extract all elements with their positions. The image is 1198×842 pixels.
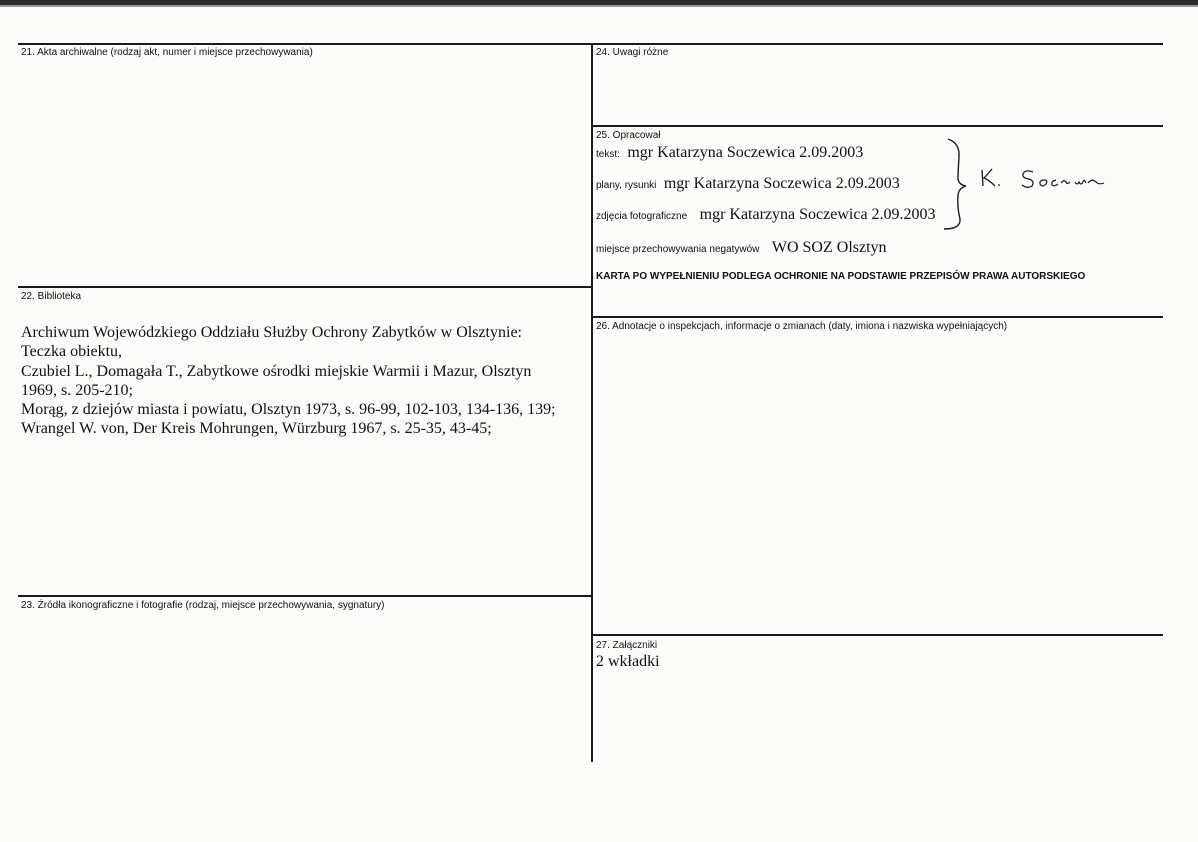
section-21-label: 21. Akta archiwalne (rodzaj akt, numer i miejsce przechowywania) — [21, 47, 313, 58]
row-zdjecia — [596, 206, 936, 224]
tekst-value: mgr Katarzyna Soczewica 2.09.2003 — [627, 144, 864, 161]
attachments-value: 2 wkładki — [596, 653, 660, 670]
section-25-label: 25. Opracował — [596, 130, 661, 141]
bibliography-line: 1969, s. 205-210; — [21, 381, 133, 399]
row-tekst — [596, 144, 863, 162]
section-24-label: 24. Uwagi różne — [596, 47, 669, 58]
tekst-label: tekst: — [596, 149, 620, 160]
handwritten-brace — [940, 135, 980, 235]
bibliography-line: Archiwum Wojewódzkiego Oddziału Służby Ochrony Zabytków w Olsztynie: — [21, 324, 522, 341]
rule-22-23 — [18, 595, 592, 597]
section-26-label: 26. Adnotacje o inspekcjach, informacje o zmianach (daty, imiona i nazwiska wypełniających) — [596, 321, 1008, 332]
section-27-label: 27. Załączniki — [596, 640, 658, 651]
rule-center — [591, 43, 593, 762]
rule-26-27 — [592, 634, 1163, 636]
handwritten-signature — [975, 162, 1110, 192]
section-22-label: 22. Biblioteka — [21, 291, 82, 302]
zdjecia-label: zdjęcia fotograficzne — [596, 211, 688, 222]
scan-top-shadow — [0, 5, 1198, 7]
bibliography-line: Czubiel L., Domagała T., Zabytkowe ośrodki miejskie Warmii i Mazur, Olsztyn — [21, 362, 532, 380]
bibliography-text — [21, 323, 556, 439]
row-negatywy — [596, 239, 887, 257]
bibliography-line: Teczka obiektu, — [21, 343, 123, 361]
negatywy-label: miejsce przechowywania negatywów — [596, 244, 760, 255]
plany-label: plany, rysunki — [596, 180, 657, 191]
zdjecia-value: mgr Katarzyna Soczewica 2.09.2003 — [699, 206, 936, 223]
rule-21-22 — [18, 286, 592, 288]
rule-25-26 — [592, 316, 1163, 318]
plany-value: mgr Katarzyna Soczewica 2.09.2003 — [663, 175, 900, 192]
rule-24-25 — [592, 125, 1163, 127]
negatywy-value: WO SOZ Olsztyn — [771, 239, 887, 256]
copyright-notice: KARTA PO WYPEŁNIENIU PODLEGA OCHRONIE NA PODSTAWIE PRZEPISÓW PRAWA AUTORSKIEGO — [596, 271, 1086, 282]
section-23-label: 23. Źródła ikonograficzne i fotografie (rodzaj, miejsce przechowywania, sygnatury) — [21, 600, 385, 611]
row-plany — [596, 175, 900, 193]
bibliography-line: Wrangel W. von, Der Kreis Mohrungen, Würzburg 1967, s. 25-35, 43-45; — [21, 420, 492, 438]
bibliography-line: Morąg, z dziejów miasta i powiatu, Olsztyn 1973, s. 96-99, 102-103, 134-136, 139; — [21, 401, 556, 419]
